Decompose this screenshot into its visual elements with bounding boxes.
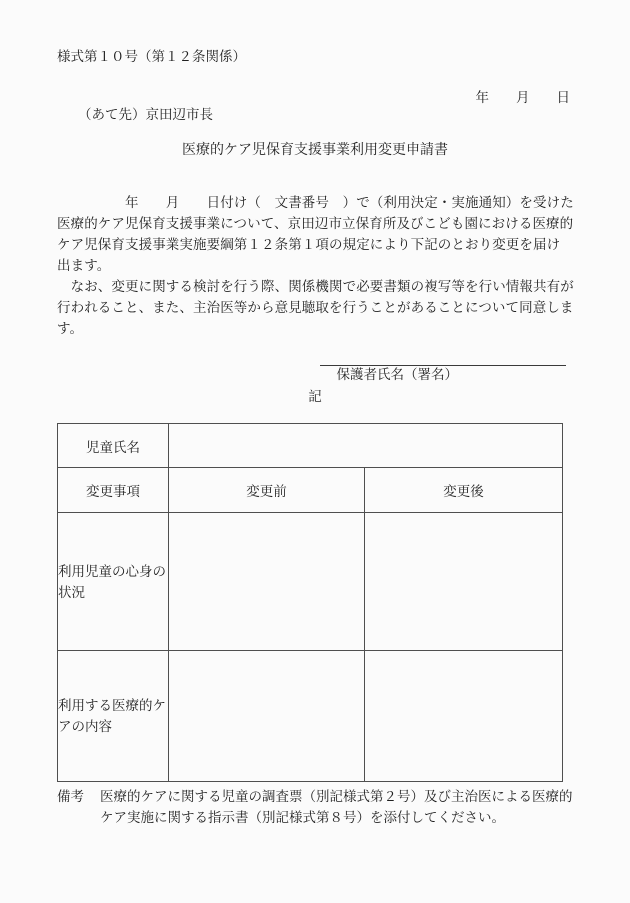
table-row	[58, 651, 563, 782]
record-marker: 記	[308, 389, 322, 404]
addressee: （あて先）京田辺市長	[78, 107, 213, 122]
body-line: ケア児保育支援事業実施要綱第１２条第１項の規定により下記のとおり変更を届け	[57, 237, 561, 252]
table-row	[58, 513, 563, 651]
remarks-line: 医療的ケアに関する児童の調査票（別記様式第２号）及び主治医による医療的	[100, 789, 573, 804]
physical-condition-after-cell[interactable]	[365, 513, 563, 651]
medical-care-before-cell[interactable]	[169, 651, 365, 782]
body-line: 出ます。	[57, 258, 111, 273]
physical-condition-before-cell[interactable]	[169, 513, 365, 651]
child-name-input-cell[interactable]	[169, 424, 563, 468]
child-name-label: 児童氏名	[58, 424, 169, 468]
remarks-label: 備考	[57, 789, 84, 804]
change-details-table	[57, 423, 563, 782]
body-line: す。	[57, 321, 84, 336]
child-name-row	[58, 424, 563, 468]
remarks-line: ケア実施に関する指示書（別記様式第８号）を添付してください。	[100, 810, 505, 825]
date-field[interactable]: 年 月 日	[475, 90, 570, 105]
body-paragraph	[57, 192, 577, 339]
body-line: なお、変更に関する検討を行う際、関係機関で必要書類の複写等を行い情報共有が	[57, 279, 574, 294]
table-header-row	[58, 468, 563, 513]
form-number: 様式第１０号（第１２条関係）	[57, 49, 246, 64]
medical-care-after-cell[interactable]	[365, 651, 563, 782]
column-header-change-item: 変更事項	[58, 468, 169, 513]
column-header-after: 変更後	[365, 468, 563, 513]
signature-label: 保護者氏名（署名）	[336, 367, 458, 382]
page-title: 医療的ケア児保育支援事業利用変更申請書	[182, 143, 448, 158]
column-header-before: 変更前	[169, 468, 365, 513]
row-label-physical-condition: 利用児童の心身の状況	[58, 513, 169, 651]
remarks	[57, 786, 573, 828]
body-line: 医療的ケア児保育支援事業について、京田辺市立保育所及びこども園における医療的	[57, 216, 574, 231]
guardian-signature-field[interactable]	[320, 347, 566, 382]
body-line: 年 月 日付け（ 文書番号 ）で（利用決定・実施通知）を受けた	[57, 195, 574, 210]
remarks-text	[100, 786, 573, 828]
row-label-medical-care-content: 利用する医療的ケアの内容	[58, 651, 169, 782]
body-line: 行われること、また、主治医等から意見聴取を行うことがあることについて同意しま	[57, 300, 574, 315]
